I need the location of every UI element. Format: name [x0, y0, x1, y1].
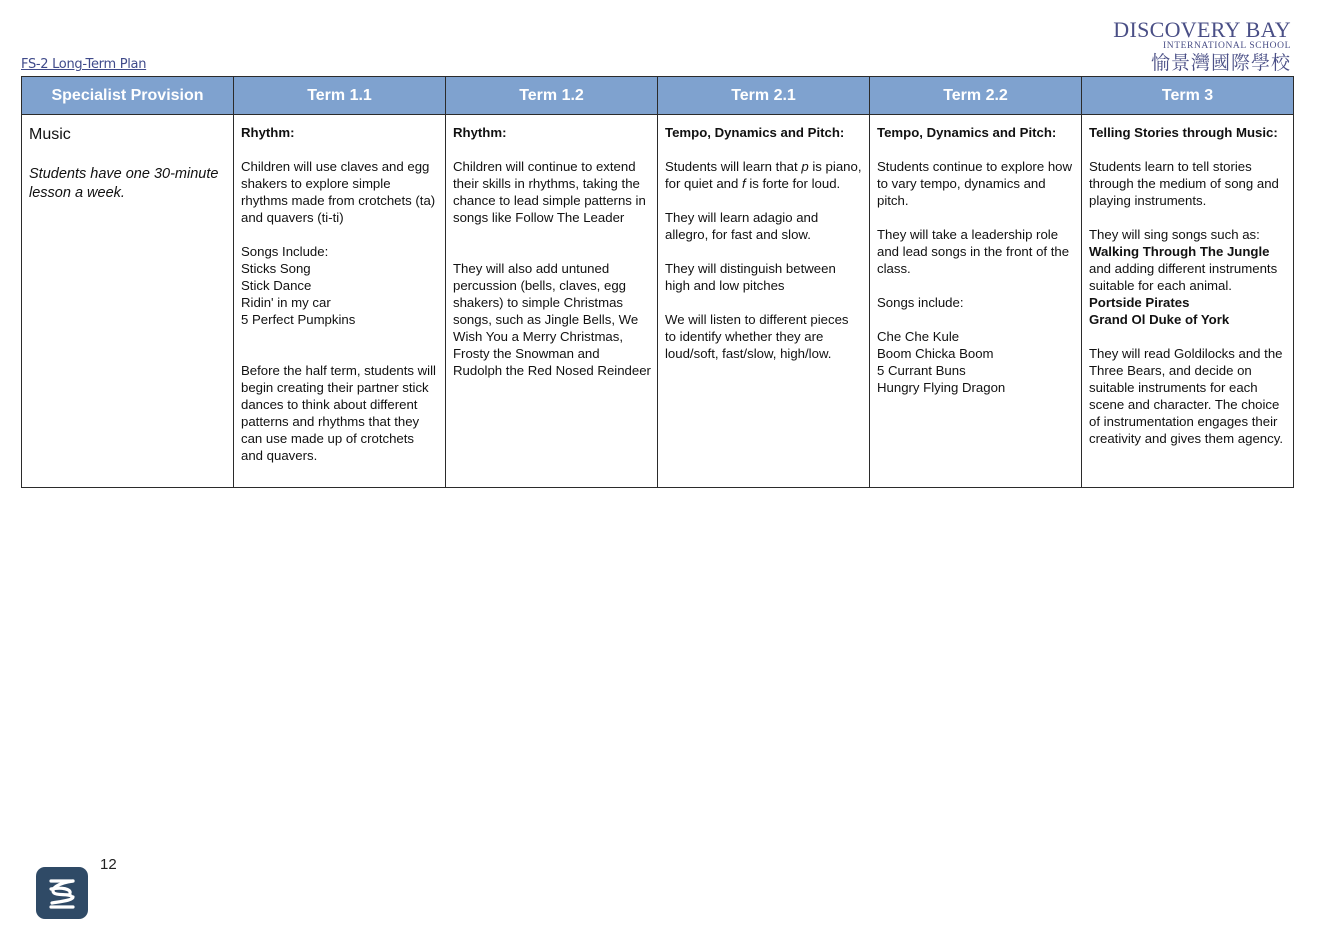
- column-header-term-3: Term 3: [1082, 77, 1294, 115]
- subject-name: Music: [29, 126, 71, 143]
- list-item: 5 Currant Buns: [877, 363, 966, 378]
- column-header-term-2-2: Term 2.2: [870, 77, 1082, 115]
- table-row: [22, 115, 1294, 488]
- list-item: Hungry Flying Dragon: [877, 380, 1006, 395]
- song-title: Grand Ol Duke of York: [1089, 312, 1230, 327]
- term-1-1-song-list: [241, 260, 439, 328]
- list-item: Sticks Song: [241, 261, 311, 276]
- text-span: and adding different instruments suitable for each animal.: [1089, 261, 1278, 293]
- term-1-1-songs-label: Songs Include:: [241, 244, 329, 259]
- page-number: 12: [100, 856, 117, 873]
- column-header-term-1-2: Term 1.2: [446, 77, 658, 115]
- term-1-2-heading: Rhythm:: [453, 125, 507, 140]
- forte-symbol: f: [741, 176, 746, 191]
- table-header-row: [22, 77, 1294, 115]
- term-3-heading: Telling Stories through Music:: [1089, 125, 1278, 140]
- list-item: Stick Dance: [241, 278, 312, 293]
- school-name-zh: 愉景灣國際學校: [1150, 51, 1291, 74]
- term-2-2-song-list: [877, 328, 1075, 396]
- school-name-en: DISCOVERY BAY: [1113, 17, 1291, 42]
- term-1-1-closing: Before the half term, students will begin creating their partner stick dances to think about different patterns and rhythms that they can use made up of crotchets and quavers.: [241, 363, 436, 463]
- school-name-sub: INTERNATIONAL SCHOOL: [1162, 41, 1291, 51]
- long-term-plan-table: [21, 76, 1294, 488]
- list-item: Boom Chicka Boom: [877, 346, 994, 361]
- term-2-2-p2: They will take a leadership role and lead songs in the front of the class.: [877, 227, 1070, 276]
- term-2-2-heading: Tempo, Dynamics and Pitch:: [877, 125, 1057, 140]
- cell-term-1-2: [446, 115, 658, 488]
- term-2-1-p4: We will listen to different pieces to identify whether they are loud/soft, fast/slow, high/low.: [665, 312, 849, 361]
- term-1-1-heading: Rhythm:: [241, 125, 295, 140]
- term-2-1-p1: [665, 158, 863, 192]
- term-2-1-p3: They will distinguish between high and low pitches: [665, 261, 836, 293]
- term-3-p3: They will read Goldilocks and the Three Bears, and decide on suitable instruments for each scene and character. The choice of instrumentation engages their creativity and gives them agency.: [1089, 346, 1283, 446]
- term-3-p1: Students learn to tell stories through the medium of song and playing instruments.: [1089, 159, 1279, 208]
- school-emblem-icon: [36, 867, 88, 919]
- text-span: is forte for loud.: [745, 176, 841, 191]
- list-item: Ridin' in my car: [241, 295, 331, 310]
- term-2-2-songs-label: Songs include:: [877, 295, 964, 310]
- term-2-2-p1: Students continue to explore how to vary tempo, dynamics and pitch.: [877, 159, 1073, 208]
- text-span: is piano, for quiet and: [665, 159, 862, 191]
- song-title: Portside Pirates: [1089, 295, 1190, 310]
- subject-note: Students have one 30-minute lesson a week.: [29, 166, 219, 201]
- term-3-p2: [1089, 226, 1287, 328]
- column-header-specialist: Specialist Provision: [22, 77, 234, 115]
- cell-specialist: [22, 115, 234, 488]
- cell-term-2-2: [870, 115, 1082, 488]
- piano-symbol: p: [801, 159, 809, 174]
- song-title: Walking Through The Jungle: [1089, 244, 1270, 259]
- school-logo: [1113, 19, 1291, 73]
- term-2-1-p2: They will learn adagio and allegro, for fast and slow.: [665, 210, 819, 242]
- cell-term-2-1: [658, 115, 870, 488]
- term-1-1-intro: Children will use claves and egg shakers to explore simple rhythms made from crotchets (ta) and quavers (ti-ti): [241, 159, 436, 225]
- column-header-term-2-1: Term 2.1: [658, 77, 870, 115]
- document-title-link[interactable]: FS-2 Long-Term Plan: [21, 57, 147, 72]
- term-1-2-intro: Children will continue to extend their skills in rhythms, taking the chance to lead simple patterns in songs like Follow The Leader: [453, 159, 646, 225]
- text-span: Students will learn that: [665, 159, 802, 174]
- list-item: Che Che Kule: [877, 329, 960, 344]
- text-span: They will sing songs such as:: [1089, 227, 1260, 242]
- cell-term-3: [1082, 115, 1294, 488]
- column-header-term-1-1: Term 1.1: [234, 77, 446, 115]
- term-1-2-closing: They will also add untuned percussion (bells, claves, egg shakers) to simple Christmas songs, such as Jingle Bells, We Wish You a Merry Christmas, Frosty the Snowman and Rudolph the Red Nosed Reindeer: [453, 261, 651, 378]
- list-item: 5 Perfect Pumpkins: [241, 312, 356, 327]
- term-2-1-heading: Tempo, Dynamics and Pitch:: [665, 125, 845, 140]
- cell-term-1-1: [234, 115, 446, 488]
